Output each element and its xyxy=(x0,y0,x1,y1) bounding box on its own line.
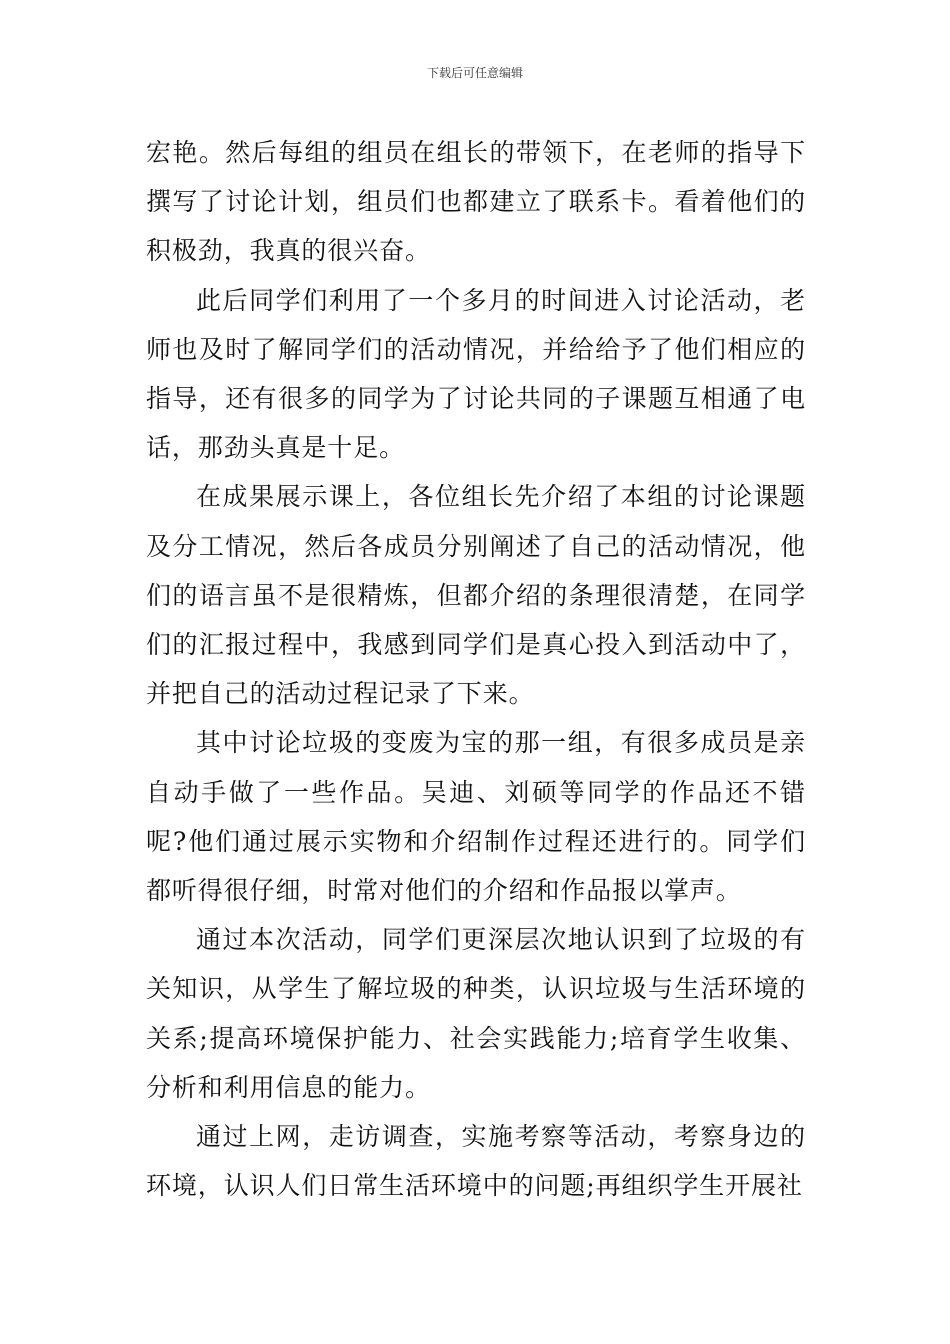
paragraph-4: 其中讨论垃圾的变废为宝的那一组，有很多成员是亲自动手做了一些作品。吴迪、刘硕等同学的作品还不错呢?他们通过展示实物和介绍制作过程还进行的。同学们都听得很仔细，时常对他们的介绍和作品报以掌声。 xyxy=(146,728,806,906)
paragraph-2: 此后同学们利用了一个多月的时间进入讨论活动，老师也及时了解同学们的活动情况，并给给予了他们相应的指导，还有很多的同学为了讨论共同的子课题互相通了电话，那劲头真是十足。 xyxy=(146,285,806,463)
paragraph-3: 在成果展示课上，各位组长先介绍了本组的讨论课题及分工情况，然后各成员分别阐述了自己的活动情况，他们的语言虽不是很精炼，但都介绍的条理很清楚，在同学们的汇报过程中，我感到同学们是真心投入到活动中了，并把自己的活动过程记录了下来。 xyxy=(146,482,806,709)
page-header: 下载后可任意编辑 xyxy=(426,66,523,80)
document-body xyxy=(146,128,806,1210)
paragraph-1: 宏艳。然后每组的组员在组长的带领下，在老师的指导下撰写了讨论计划，组员们也都建立了联系卡。看着他们的积极劲，我真的很兴奋。 xyxy=(146,138,806,266)
paragraph-5: 通过本次活动，同学们更深层次地认识到了垃圾的有关知识，从学生了解垃圾的种类，认识垃圾与生活环境的关系;提高环境保护能力、社会实践能力;培育学生收集、分析和利用信息的能力。 xyxy=(146,925,806,1102)
paragraph-6: 通过上网，走访调查，实施考察等活动，考察身边的环境，认识人们日常生活环境中的问题;再组织学生开展社 xyxy=(146,1122,806,1201)
